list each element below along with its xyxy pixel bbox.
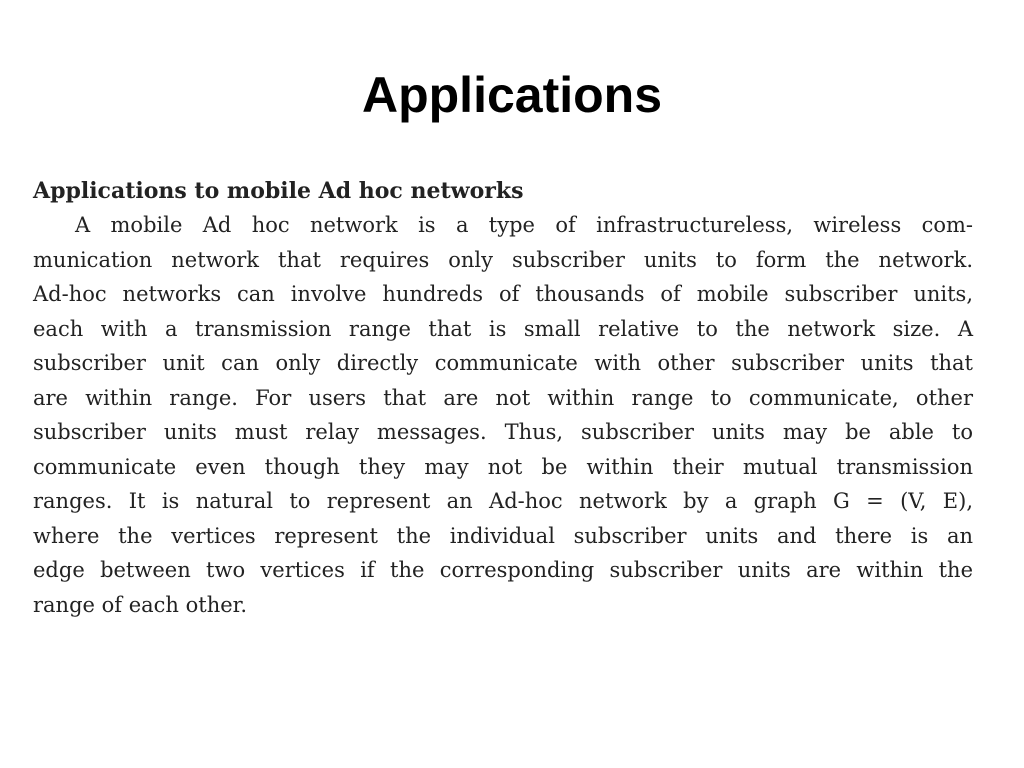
slide-title: Applications — [361, 67, 663, 123]
body-paragraph — [33, 208, 973, 622]
paragraph-line: range of each other. — [33, 592, 248, 617]
paragraph-line: munication network that requires only subscriber units to form the network. — [33, 247, 973, 272]
paragraph-line: edge between two vertices if the corresponding subscriber units are within the — [33, 558, 973, 582]
document-excerpt — [33, 174, 973, 622]
paragraph-line: communicate even though they may not be within their mutual transmission — [33, 454, 973, 479]
paragraph-line: each with a transmission range that is small relative to the network size. A — [33, 316, 973, 341]
paragraph-line: Ad-hoc networks can involve hundreds of thousands of mobile subscriber units, — [33, 282, 973, 306]
paragraph-line: ranges. It is natural to represent an Ad-hoc network by a graph G = (V, E), — [33, 489, 973, 513]
paragraph-line: where the vertices represent the individual subscriber units and there is an — [33, 523, 973, 548]
paragraph-line: subscriber unit can only directly communicate with other subscriber units that — [33, 351, 973, 375]
paragraph-line: are within range. For users that are not within range to communicate, other — [33, 385, 973, 410]
paragraph-line: A mobile Ad hoc network is a type of infrastructureless, wireless com- — [75, 213, 973, 237]
section-heading: Applications to mobile Ad hoc networks — [33, 178, 524, 204]
paragraph-line: subscriber units must relay messages. Thus, subscriber units may be able to — [33, 420, 973, 444]
